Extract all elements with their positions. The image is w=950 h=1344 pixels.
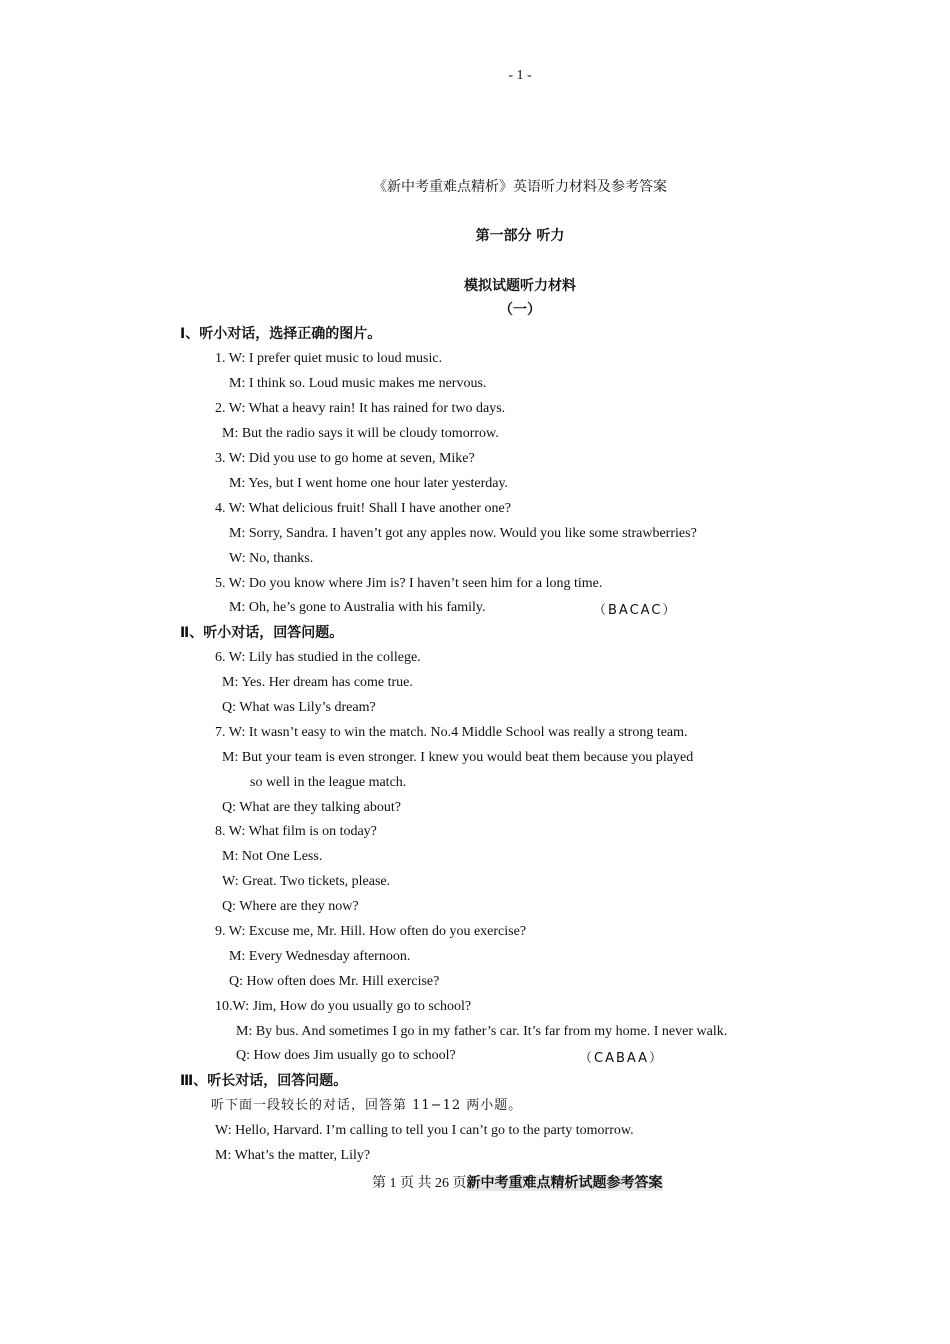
section-heading: Ⅰ、听小对话，选择正确的图片。 bbox=[180, 326, 382, 342]
dialogue-line: 5. W: Do you know where Jim is? I haven’t seen him for a long time. bbox=[215, 576, 603, 591]
dialogue-line: M: Sorry, Sandra. I haven’t got any apples now. Would you like some strawberries? bbox=[229, 526, 697, 541]
dialogue-line: 7. W: It wasn’t easy to win the match. No.4 Middle School was really a strong team. bbox=[215, 725, 688, 740]
page-number: - 1 - bbox=[508, 68, 532, 83]
dialogue-line: M: Every Wednesday afternoon. bbox=[229, 949, 411, 964]
dialogue-line: Q: What was Lily’s dream? bbox=[222, 700, 376, 715]
dialogue-line: so well in the league match. bbox=[250, 775, 407, 790]
section-heading: Ⅱ、听小对话，回答问题。 bbox=[180, 625, 344, 641]
page-footer bbox=[372, 1172, 663, 1192]
document-title: 《新中考重难点精析》英语听力材料及参考答案 bbox=[373, 179, 667, 195]
section-heading: Ⅲ、听长对话，回答问题。 bbox=[180, 1073, 348, 1089]
dialogue-line: M: By bus. And sometimes I go in my father’s car. It’s far from my home. I never walk. bbox=[236, 1024, 728, 1039]
dialogue-line: 6. W: Lily has studied in the college. bbox=[215, 650, 421, 665]
dialogue-line: W: Great. Two tickets, please. bbox=[222, 874, 391, 889]
dialogue-line: M: But your team is even stronger. I knew you would beat them because you played bbox=[222, 750, 694, 765]
footer-label: 新中考重难点精析试题参考答案 bbox=[466, 1175, 663, 1191]
part-heading: 第一部分 听力 bbox=[475, 228, 565, 244]
dialogue-line: 4. W: What delicious fruit! Shall I have another one? bbox=[215, 501, 511, 516]
dialogue-line: 3. W: Did you use to go home at seven, Mike? bbox=[215, 451, 475, 466]
answer-key: （BACAC） bbox=[593, 603, 678, 618]
dialogue-line: M: Not One Less. bbox=[222, 849, 323, 864]
footer-page-count: 第 1 页 共 26 页 bbox=[372, 1176, 467, 1191]
dialogue-line: W: Hello, Harvard. I’m calling to tell you I can’t go to the party tomorrow. bbox=[215, 1123, 634, 1138]
dialogue-line: M: But the radio says it will be cloudy tomorrow. bbox=[222, 426, 499, 441]
subtitle: 模拟试题听力材料 bbox=[464, 278, 576, 294]
dialogue-line: M: I think so. Loud music makes me nervous. bbox=[229, 376, 487, 391]
dialogue-line: W: No, thanks. bbox=[229, 551, 314, 566]
dialogue-line: 9. W: Excuse me, Mr. Hill. How often do you exercise? bbox=[215, 924, 527, 939]
dialogue-line: Q: Where are they now? bbox=[222, 899, 359, 914]
dialogue-line: 8. W: What film is on today? bbox=[215, 824, 377, 839]
dialogue-line: Q: What are they talking about? bbox=[222, 800, 401, 815]
dialogue-line: 2. W: What a heavy rain! It has rained for two days. bbox=[215, 401, 506, 416]
dialogue-line: 1. W: I prefer quiet music to loud music. bbox=[215, 351, 443, 366]
dialogue-line: 10.W: Jim, How do you usually go to school? bbox=[215, 999, 472, 1014]
dialogue-line: M: Yes, but I went home one hour later yesterday. bbox=[229, 476, 509, 491]
instruction-note: 听下面一段较长的对话，回答第 11−12 两小题。 bbox=[211, 1098, 523, 1113]
answer-key: （CABAA） bbox=[579, 1051, 665, 1066]
dialogue-line: M: What’s the matter, Lily? bbox=[215, 1148, 371, 1163]
section-number: （一） bbox=[499, 302, 541, 318]
dialogue-line: Q: How often does Mr. Hill exercise? bbox=[229, 974, 440, 989]
dialogue-line: M: Oh, he’s gone to Australia with his family. bbox=[229, 600, 486, 615]
dialogue-line: Q: How does Jim usually go to school? bbox=[236, 1048, 456, 1063]
dialogue-line: M: Yes. Her dream has come true. bbox=[222, 675, 413, 690]
